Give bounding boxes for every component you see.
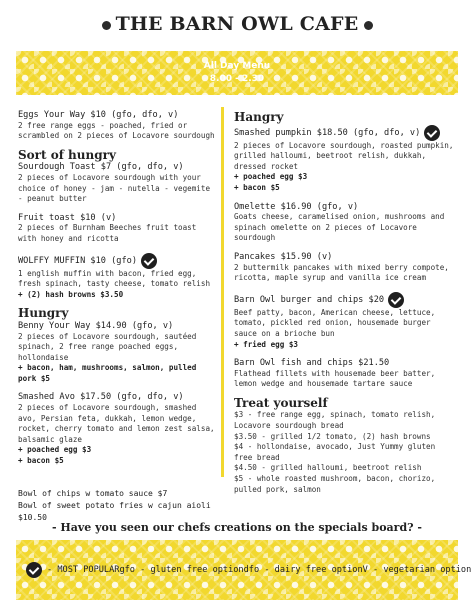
legend-banner (16, 540, 472, 600)
treat-line: $4.50 - grilled halloumi, beetroot relish (234, 463, 422, 473)
side-item: Bowl of sweet potato fries w cajun aioli $10.50 (18, 501, 211, 522)
section-heading-sort-of-hungry: Sort of hungry (18, 147, 116, 162)
header (0, 0, 474, 50)
item-name: Omelette $16.90 (gfo, v) (234, 201, 359, 212)
bullet-dot-icon (364, 21, 373, 30)
item-description: Beef patty, bacon, American cheese, lettuce, tomato, pickled red onion, housemade burger sauce on a brioche bun (234, 307, 436, 338)
check-popular-icon (424, 125, 440, 141)
item-description: 1 english muffin with bacon, fried egg, fresh spinach, tasty cheese, tomato relish (18, 268, 211, 289)
item-name: WOLFFY MUFFIN $10 (gfo) (18, 255, 137, 266)
check-popular-icon (26, 562, 42, 578)
treat-line: $4 - hollondaise, avocado, Just Yummy gluten free bread (234, 442, 436, 462)
item-description: 2 pieces of Burnham Beeches fruit toast with honey and ricotta (18, 223, 197, 243)
item-description: 2 pieces of Locavore sourdough, sautéed spinach, 2 free range poached eggs, hollondaise (18, 331, 197, 362)
section-heading-hangry: Hangry (234, 110, 284, 124)
menu-item-fruit-toast (18, 213, 218, 245)
legend-label: - MOST POPULAR (47, 565, 120, 575)
item-description: Goats cheese, caramelised onion, mushrooms and spinach omelette on 2 pieces of Locavore sourdough (234, 212, 445, 243)
treat-line: $3 - free range egg, spinach, tomato relish, Locavore sourdough bread (234, 410, 436, 431)
hours-banner (16, 51, 458, 95)
item-name: Fruit toast $10 (v) (18, 212, 117, 223)
item-addon: + poached egg $3 (18, 445, 92, 455)
specials-board-note: - Have you seen our chefs creations on the specials board? - (52, 521, 422, 534)
menu-item-eggs (18, 110, 218, 142)
item-description: 2 pieces of Locavore sourdough, smashed avo, Persian feta, dukkah, lemon wedge, rocket, cherry tomato and lemon zest salsa, balsamic glaze (18, 403, 215, 444)
banner-title: All Day Menu (203, 61, 271, 71)
item-addon: + fried egg $3 (234, 339, 299, 349)
item-name: Eggs Your Way $10 (gfo, dfo, v) (18, 110, 179, 120)
item-description: 2 pieces of Locavore sourdough, roasted pumpkin, grilled halloumi, beetroot relish, dukkah, dressed rocket (234, 140, 454, 171)
item-addon: + (2) hash browns $3.50 (18, 289, 124, 299)
legend-label: dfo - dairy free option (243, 565, 363, 575)
section-heading-treat-yourself: Treat yourself (234, 395, 328, 410)
item-name: Sourdough Toast $7 (gfo, dfo, v) (18, 162, 184, 173)
item-name: Pancakes $15.90 (v) (234, 251, 333, 262)
item-addon: + poached egg $3 (234, 172, 308, 182)
check-popular-icon (141, 253, 157, 269)
item-description: 2 free range eggs - poached, fried or scrambled on 2 pieces of Locavore sourdough (18, 120, 215, 141)
column-divider (221, 107, 224, 477)
section-heading-hungry: Hungry (18, 306, 69, 321)
legend-label: gfo - gluten free option (119, 565, 244, 575)
menu-item-omelette (234, 202, 458, 244)
legend-v (363, 565, 472, 575)
menu-item-sourdough-toast (18, 162, 218, 204)
left-column (18, 110, 218, 475)
legend-row (16, 562, 472, 578)
treat-line: $3.50 - grilled 1/2 tomato, (2) hash browns (234, 431, 431, 441)
menu-item-fish-and-chips (234, 358, 458, 390)
treat-line: $5 - whole roasted mushroom, bacon, chorizo, pulled pork, salmon (234, 474, 436, 494)
legend-popular (26, 562, 119, 578)
menu-item-smashed-avo (18, 392, 218, 466)
legend-gfo (119, 565, 243, 575)
banner-hours: 8.00 - 2.30 (209, 74, 265, 84)
item-name: Smashed pumpkin $18.50 (gfo, dfo, v) (234, 127, 421, 138)
menu-item-smashed-pumpkin (234, 125, 458, 194)
page-title: THE BARN OWL CAFE (115, 13, 359, 35)
right-column (234, 110, 458, 495)
check-popular-icon (388, 292, 404, 308)
menu-item-wolffy-muffin (18, 253, 218, 301)
legend-label: V - vegetarian option (362, 565, 472, 575)
menu-item-pancakes (234, 252, 458, 284)
item-description: 2 pieces of Locavore sourdough with your choice of honey - jam - nutella - vegemite - peanut butter (18, 172, 211, 204)
side-item: Bowl of chips w tomato sauce $7 (18, 489, 168, 498)
menu-item-benny (18, 321, 218, 385)
menu-item-burger (234, 292, 458, 350)
item-description: Flathead fillets with housemade beer batter, lemon wedge and housemade tartare sauce (234, 368, 436, 389)
sides-list (18, 488, 228, 524)
item-name: Benny Your Way $14.90 (gfo, v) (18, 320, 174, 331)
item-addon: + bacon $5 (18, 456, 64, 466)
item-name: Barn Owl fish and chips $21.50 (234, 358, 390, 369)
item-addon: + bacon $5 (234, 182, 280, 192)
item-description: 2 buttermilk pancakes with mixed berry compote, ricotta, maple syrup and vanilla ice cream (234, 262, 449, 283)
legend-dfo (244, 565, 363, 575)
item-name: Smashed Avo $17.50 (gfo, dfo, v) (18, 392, 184, 403)
item-name: Barn Owl burger and chips $20 (234, 294, 385, 305)
item-addon: + bacon, ham, mushrooms, salmon, pulled pork $5 (18, 363, 197, 383)
